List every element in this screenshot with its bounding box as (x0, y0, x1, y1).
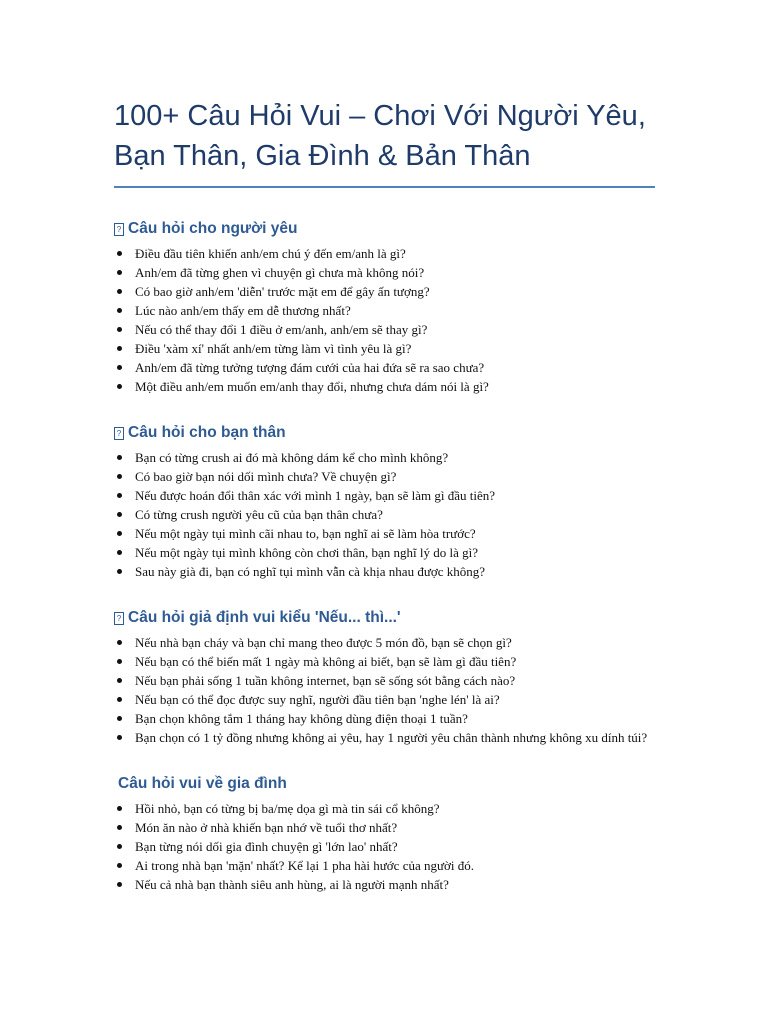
sections-container (114, 218, 654, 894)
bullet-icon (117, 531, 122, 536)
title-divider (114, 186, 655, 188)
bullet-icon (117, 251, 122, 256)
section-heading-text: Câu hỏi giả định vui kiểu 'Nếu... thì...' (128, 609, 401, 626)
list-item-text: Nếu bạn phải sống 1 tuần không internet, bạn sẽ sống sót bằng cách nào? (135, 673, 516, 688)
list-item (114, 467, 655, 486)
list-item-text: Nếu được hoán đổi thân xác với mình 1 ngày, bạn sẽ làm gì đầu tiên? (135, 488, 496, 503)
list-item-text: Bạn từng nói dối gia đình chuyện gì 'lớn lao' nhất? (135, 839, 398, 854)
bullet-icon (117, 346, 122, 351)
list-item-text: Hồi nhỏ, bạn có từng bị ba/mẹ dọa gì mà tin sái cổ không? (135, 801, 440, 816)
list-item-text: Sau này già đi, bạn có nghĩ tụi mình vẫn cà khịa nhau được không? (135, 564, 486, 579)
list-item (114, 709, 655, 728)
bullet-icon (117, 365, 122, 370)
section-heading-text: Câu hỏi cho bạn thân (128, 424, 286, 441)
list-item-text: Nếu bạn có thể biến mất 1 ngày mà không ai biết, bạn sẽ làm gì đầu tiên? (135, 654, 517, 669)
bullet-icon (117, 659, 122, 664)
list-item-text: Có bao giờ bạn nói dối mình chưa? Về chuyện gì? (135, 469, 397, 484)
list-item-text: Bạn chọn có 1 tỷ đồng nhưng không ai yêu, hay 1 người yêu chân thành nhưng không xu dính túi? (135, 730, 648, 745)
section-1 (114, 422, 654, 581)
list-item-text: Điều 'xàm xí' nhất anh/em từng làm vì tình yêu là gì? (135, 341, 412, 356)
section-0 (114, 218, 654, 396)
list-item (114, 282, 655, 301)
section-heading-text: Câu hỏi cho người yêu (128, 220, 298, 237)
list-item-text: Lúc nào anh/em thấy em dễ thương nhất? (135, 303, 351, 318)
section-3 (114, 773, 654, 894)
list-item (114, 875, 655, 894)
list-item (114, 486, 655, 505)
list-item-text: Một điều anh/em muốn em/anh thay đổi, nhưng chưa dám nói là gì? (135, 379, 489, 394)
list-item (114, 671, 655, 690)
list-item (114, 856, 655, 875)
list-item (114, 652, 655, 671)
bullet-icon (117, 844, 122, 849)
list-item-text: Có từng crush người yêu cũ của bạn thân chưa? (135, 507, 383, 522)
title-line-2: Bạn Thân, Gia Đình & Bản Thân (114, 140, 531, 172)
list-item-text: Nếu cả nhà bạn thành siêu anh hùng, ai là người mạnh nhất? (135, 877, 449, 892)
list-item (114, 339, 655, 358)
bullet-icon (117, 384, 122, 389)
bullet-icon (117, 697, 122, 702)
list-item (114, 320, 655, 339)
list-item-text: Món ăn nào ở nhà khiến bạn nhớ về tuổi thơ nhất? (135, 820, 398, 835)
bullet-icon (117, 716, 122, 721)
bullet-icon (117, 640, 122, 645)
missing-glyph-icon: ? (114, 612, 124, 625)
question-list (114, 448, 654, 581)
list-item (114, 505, 655, 524)
bullet-icon (117, 735, 122, 740)
question-list (114, 799, 654, 894)
list-item-text: Bạn có từng crush ai đó mà không dám kể cho mình không? (135, 450, 449, 465)
list-item (114, 244, 655, 263)
bullet-icon (117, 270, 122, 275)
list-item (114, 818, 655, 837)
bullet-icon (117, 493, 122, 498)
missing-glyph-icon: ? (114, 223, 124, 236)
list-item (114, 358, 655, 377)
list-item-text: Nếu một ngày tụi mình không còn chơi thân, bạn nghĩ lý do là gì? (135, 545, 479, 560)
list-item-text: Nếu nhà bạn cháy và bạn chỉ mang theo được 5 món đồ, bạn sẽ chọn gì? (135, 635, 512, 650)
list-item (114, 524, 655, 543)
section-heading (114, 422, 654, 444)
list-item (114, 690, 655, 709)
bullet-icon (117, 825, 122, 830)
title-line-1: 100+ Câu Hỏi Vui – Chơi Với Người Yêu, (114, 100, 646, 132)
list-item-text: Nếu một ngày tụi mình cãi nhau to, bạn nghĩ ai sẽ làm hòa trước? (135, 526, 476, 541)
section-heading-text: Câu hỏi vui về gia đình (118, 775, 287, 792)
bullet-icon (117, 474, 122, 479)
bullet-icon (117, 882, 122, 887)
list-item (114, 263, 655, 282)
list-item (114, 377, 655, 396)
missing-glyph-icon: ? (114, 427, 124, 440)
list-item (114, 301, 655, 320)
list-item (114, 562, 655, 581)
list-item-text: Nếu bạn có thể đọc được suy nghĩ, người đầu tiên bạn 'nghe lén' là ai? (135, 692, 500, 707)
list-item-text: Điều đầu tiên khiến anh/em chú ý đến em/anh là gì? (135, 246, 406, 261)
bullet-icon (117, 455, 122, 460)
list-item-text: Anh/em đã từng tưởng tượng đám cưới của hai đứa sẽ ra sao chưa? (135, 360, 485, 375)
list-item (114, 543, 655, 562)
list-item (114, 728, 655, 747)
section-heading (114, 607, 654, 629)
bullet-icon (117, 550, 122, 555)
question-list (114, 244, 654, 396)
list-item (114, 799, 655, 818)
page-title (114, 96, 654, 176)
list-item (114, 837, 655, 856)
section-2 (114, 607, 654, 747)
bullet-icon (117, 512, 122, 517)
section-heading (114, 218, 654, 240)
list-item-text: Nếu có thể thay đổi 1 điều ở em/anh, anh/em sẽ thay gì? (135, 322, 428, 337)
list-item-text: Anh/em đã từng ghen vì chuyện gì chưa mà không nói? (135, 265, 425, 280)
question-list (114, 633, 654, 747)
list-item (114, 633, 655, 652)
list-item-text: Ai trong nhà bạn 'mặn' nhất? Kể lại 1 pha hài hước của người đó. (135, 858, 475, 873)
bullet-icon (117, 806, 122, 811)
bullet-icon (117, 569, 122, 574)
list-item-text: Bạn chọn không tắm 1 tháng hay không dùng điện thoại 1 tuần? (135, 711, 468, 726)
bullet-icon (117, 289, 122, 294)
list-item-text: Có bao giờ anh/em 'diễn' trước mặt em để gây ấn tượng? (135, 284, 430, 299)
bullet-icon (117, 327, 122, 332)
bullet-icon (117, 678, 122, 683)
bullet-icon (117, 308, 122, 313)
section-heading (114, 773, 654, 795)
bullet-icon (117, 863, 122, 868)
list-item (114, 448, 655, 467)
